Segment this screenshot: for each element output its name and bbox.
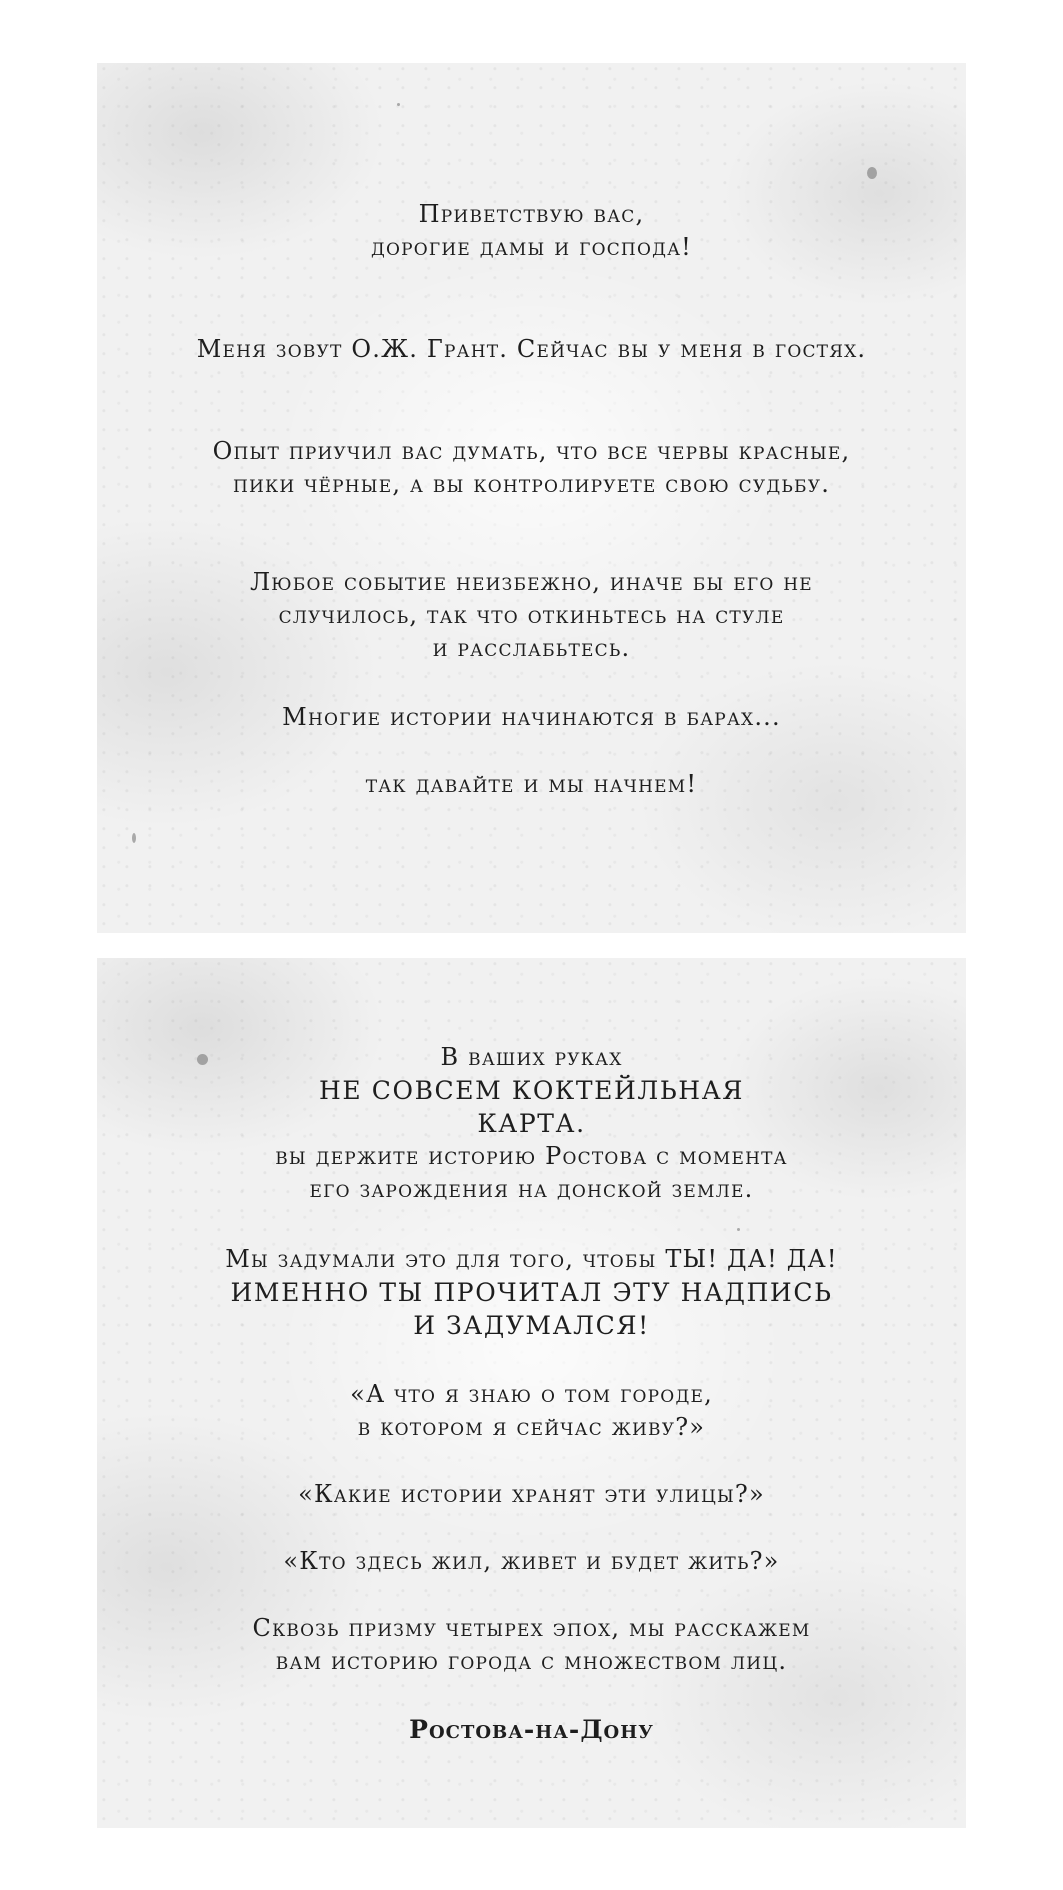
question-city-text: «А что я знаю о том городе, в котором я сейчас живу?» [350, 1380, 713, 1441]
city-signature: Ростова-на-Дону [409, 1715, 654, 1744]
paper-speck [132, 833, 136, 843]
question-people-text: «Кто здесь жил, живет и будет жить?» [283, 1547, 780, 1575]
start-text: так давайте и мы начнем! [365, 770, 698, 798]
in-hands-text: В ваших руках НЕ СОВСЕМ КОКТЕЙЛЬНАЯ КАРТА. вы держите историю Ростова с момента его зарождения на донской земле. [275, 1043, 788, 1203]
story-card [97, 958, 966, 1828]
intro-text: Меня зовут О.Ж. Грант. Сейчас вы у меня в гостях. [196, 335, 867, 363]
fate-text: Любое событие неизбежно, иначе бы его не случилось, так что откиньтесь на стуле и расслабьтесь. [250, 568, 813, 662]
greeting-text: Приветствую вас, дорогие дамы и господа! [370, 200, 693, 261]
idea-text: Мы задумали это для того, чтобы ТЫ! ДА! ДА! ИМЕННО ТЫ ПРОЧИТАЛ ЭТУ НАДПИСЬ И ЗАДУМАЛСЯ! [225, 1245, 838, 1340]
paper-speck [737, 1228, 740, 1231]
intro-card [97, 63, 966, 933]
question-streets-text: «Какие истории хранят эти улицы?» [298, 1480, 765, 1508]
bars-text: Многие истории начинаются в барах... [282, 703, 781, 731]
prism-text: Сквозь призму четырех эпох, мы расскажем вам историю города с множеством лиц. [252, 1614, 811, 1675]
experience-text: Опыт приучил вас думать, что все червы красные, пики чёрные, а вы контролируете свою судьбу. [212, 437, 851, 498]
paper-speck [397, 103, 400, 106]
paper-speck [867, 167, 877, 179]
